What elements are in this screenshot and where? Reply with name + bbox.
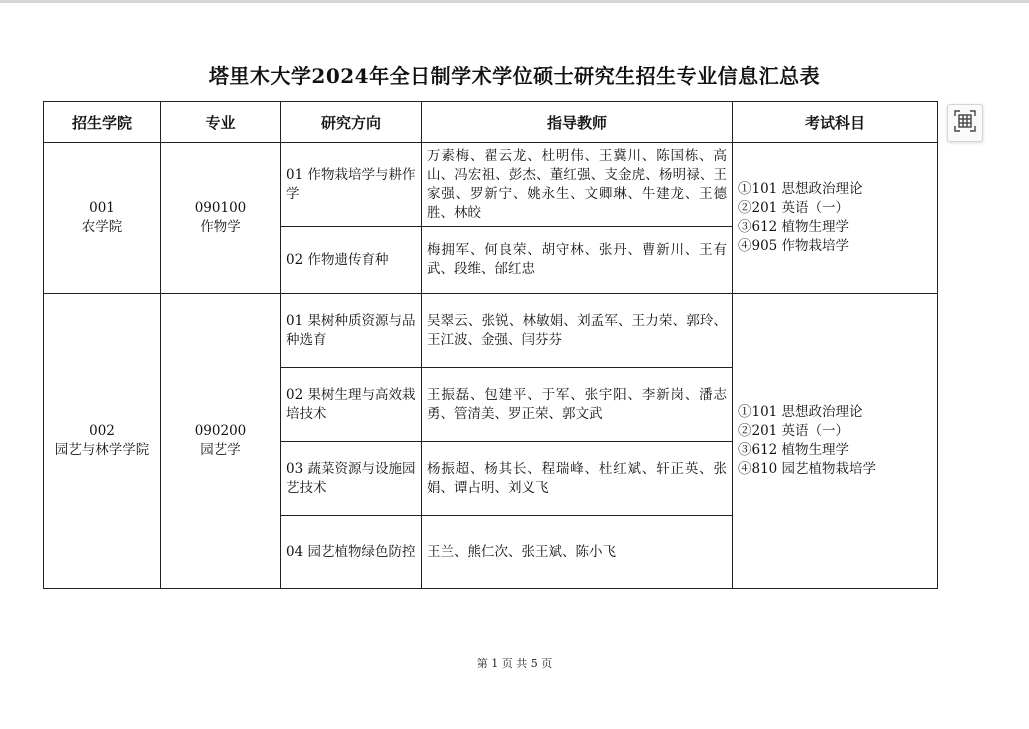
major-cell (161, 294, 281, 589)
major-cell (161, 143, 281, 294)
header-college: 招生学院 (44, 102, 161, 143)
direction-cell: 02 作物遗传育种 (281, 227, 422, 294)
direction-cell: 04 园艺植物绿色防控 (281, 516, 422, 589)
exam-item: ③612 植物生理学 (738, 442, 850, 458)
direction-cell: 01 作物栽培学与耕作学 (281, 143, 422, 227)
exam-item: ④905 作物栽培学 (738, 238, 850, 254)
direction-cell: 01 果树种质资源与品种选育 (281, 294, 422, 368)
teachers-cell: 梅拥军、何良荣、胡守林、张丹、曹新川、王有武、段维、邰红忠 (422, 227, 733, 294)
college-cell (44, 294, 161, 589)
header-major: 专业 (161, 102, 281, 143)
major-name: 园艺学 (200, 442, 241, 458)
header-direction: 研究方向 (281, 102, 422, 143)
scan-table-button[interactable] (947, 104, 983, 142)
exam-cell (733, 143, 938, 294)
college-name: 农学院 (81, 219, 123, 235)
exam-item: ②201 英语（一） (738, 200, 850, 216)
major-name: 作物学 (200, 219, 241, 235)
table-row (44, 294, 938, 368)
exam-item: ②201 英语（一） (738, 423, 850, 439)
teachers-cell: 吴翠云、张锐、林敏娟、刘孟军、王力荣、郭玲、王江波、金强、闫芬芬 (422, 294, 733, 368)
major-code: 090200 (194, 423, 247, 439)
exam-item: ③612 植物生理学 (738, 219, 850, 235)
header-teachers: 指导教师 (422, 102, 733, 143)
page-title: 塔里木大学2024年全日制学术学位硕士研究生招生专业信息汇总表 (208, 64, 821, 88)
header-row (44, 102, 938, 143)
header-exams: 考试科目 (733, 102, 938, 143)
teachers-cell: 王兰、熊仁次、张王斌、陈小飞 (422, 516, 733, 589)
exam-item: ①101 思想政治理论 (738, 181, 863, 197)
major-code: 090100 (194, 200, 247, 216)
direction-cell: 03 蔬菜资源与设施园艺技术 (281, 442, 422, 516)
teachers-cell: 万素梅、翟云龙、杜明伟、王冀川、陈国栋、高山、冯宏祖、彭杰、董红强、支金虎、杨明禄、王家强、罗新宁、姚永生、文卿琳、牛建龙、王德胜、林皎 (422, 143, 733, 227)
teachers-cell: 王振磊、包建平、于军、张宇阳、李新岗、潘志勇、管清美、罗正荣、郭文武 (422, 368, 733, 442)
exam-cell (733, 294, 938, 589)
direction-cell: 02 果树生理与高效栽培技术 (281, 368, 422, 442)
exam-item: ①101 思想政治理论 (738, 404, 863, 420)
scan-table-icon (954, 110, 976, 136)
page-number: 第 1 页 共 5 页 (476, 657, 553, 670)
college-code: 002 (89, 423, 115, 439)
college-code: 001 (89, 200, 115, 216)
college-name: 园艺与林学学院 (54, 442, 150, 458)
table-row (44, 143, 938, 227)
college-cell (44, 143, 161, 294)
exam-item: ④810 园艺植物栽培学 (738, 461, 877, 477)
top-border (0, 0, 1029, 3)
info-table (43, 101, 938, 589)
teachers-cell: 杨振超、杨其长、程瑞峰、杜红斌、轩正英、张娟、谭占明、刘义飞 (422, 442, 733, 516)
